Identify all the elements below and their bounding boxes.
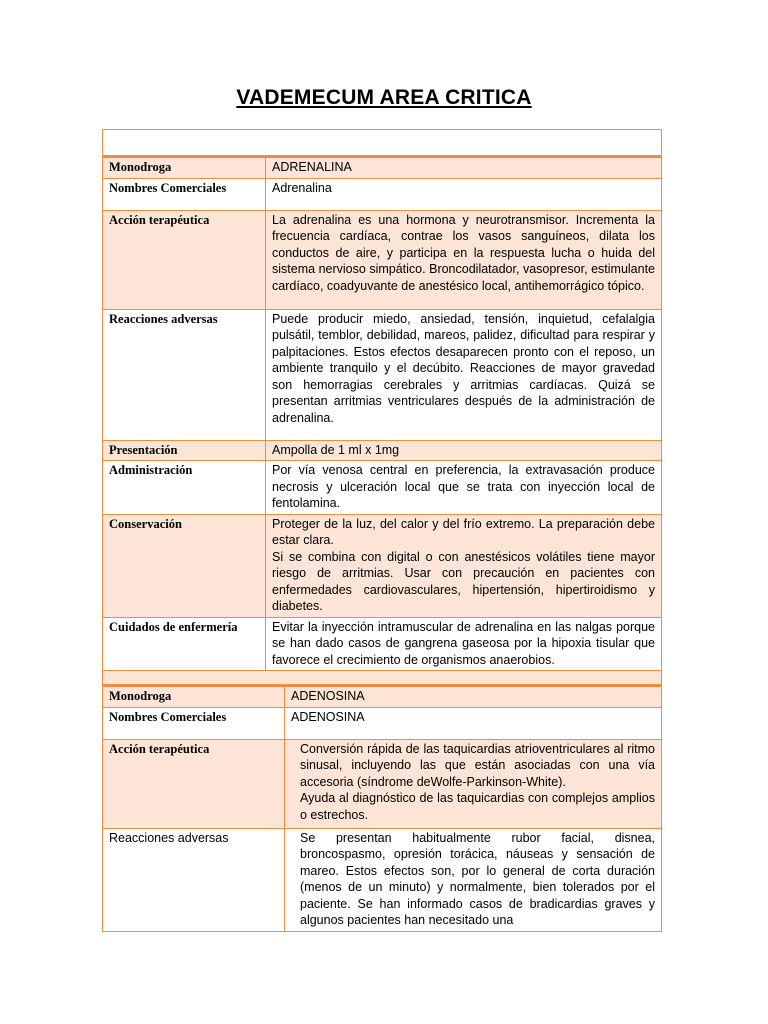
value-nombres-comerciales: Adrenalina [266, 178, 662, 210]
value-nombres-comerciales: ADENOSINA [285, 707, 662, 739]
value-reacciones-adversas: Puede producir miedo, ansiedad, tensión, inquietud, cefalalgia pulsátil, temblor, debilidad, mareos, palidez, dificultad para respirar y palpitaciones. Estos efectos desaparecen pronto con el reposo, un ambiente tranquilo y el decúbito. Reacciones de mayor gravedad son hemorragias cerebrales y arritmias cardíacas. Quizá se presentan arritmias ventriculares después de la administración de adrenalina. [266, 309, 662, 440]
drug-table-adenosina [102, 684, 662, 932]
conservacion-paragraph: Si se combina con digital o con anestésicos volátiles tiene mayor riesgo de arritmias. Usar con precaución en pacientes con enfermedades cardiovasculares, hipertensión, hipertiroidismo y diabetes. [272, 549, 655, 613]
label-nombres-comerciales: Nombres Comerciales [103, 707, 285, 739]
label-reacciones-adversas: Reacciones adversas [103, 309, 266, 440]
value-monodroga: ADRENALINA [266, 157, 662, 179]
value-accion-terapeutica [285, 739, 662, 828]
value-cuidados-enfermeria: Evitar la inyección intramuscular de adrenalina en las nalgas porque se han dado casos de gangrena gaseosa por la hipoxia tisular que favorece el crecimiento de organismos anaerobios. [266, 617, 662, 671]
value-conservacion [266, 514, 662, 617]
label-administracion: Administración [103, 461, 266, 515]
value-administracion: Por vía venosa central en preferencia, la extravasación produce necrosis y ulceración local que se trata con inyección local de fentolamina. [266, 461, 662, 515]
table-spacer [103, 130, 662, 157]
drug-table-adrenalina [102, 129, 662, 698]
label-monodroga: Monodroga [103, 157, 266, 179]
label-accion-terapeutica: Acción terapéutica [103, 210, 266, 309]
label-reacciones-adversas: Reacciones adversas [103, 828, 285, 931]
label-presentacion: Presentación [103, 440, 266, 461]
value-reacciones-adversas: Se presentan habitualmente rubor facial, disnea, broncospasmo, opresión torácica, náuseas y sensación de mareo. Estos efectos son, por lo general de corta duración (menos de un minuto) y normalmente, bien tolerados por el paciente. Se han informado casos de bradicardias graves y algunos pacientes han necesitado una [285, 828, 662, 931]
label-nombres-comerciales: Nombres Comerciales [103, 178, 266, 210]
document-title: VADEMECUM AREA CRITICA [236, 86, 532, 109]
label-monodroga: Monodroga [103, 686, 285, 708]
label-conservacion: Conservación [103, 514, 266, 617]
accion-paragraph: Ayuda al diagnóstico de las taquicardias con complejos amplios o estrechos. [300, 791, 655, 822]
conservacion-paragraph: Proteger de la luz, del calor y del frío extremo. La preparación debe estar clara. [272, 516, 655, 547]
label-cuidados-enfermeria: Cuidados de enfermería [103, 617, 266, 671]
value-accion-terapeutica: La adrenalina es una hormona y neurotransmisor. Incrementa la frecuencia cardíaca, contrae los vasos sanguíneos, dilata los conductos de aire, y participa en la respuesta lucha o huida del sistema nervioso simpático. Broncodilatador, vasopresor, estimulante cardíaco, coadyuvante de anestésico local, antihemorrágico tópico. [266, 210, 662, 309]
value-presentacion: Ampolla de 1 ml x 1mg [266, 440, 662, 461]
label-accion-terapeutica: Acción terapéutica [103, 739, 285, 828]
value-monodroga: ADENOSINA [285, 686, 662, 708]
accion-paragraph: Conversión rápida de las taquicardias atrioventriculares al ritmo sinusal, incluyendo las que están asociadas con una vía accesoria (síndrome deWolfe-Parkinson-White). [300, 741, 655, 789]
